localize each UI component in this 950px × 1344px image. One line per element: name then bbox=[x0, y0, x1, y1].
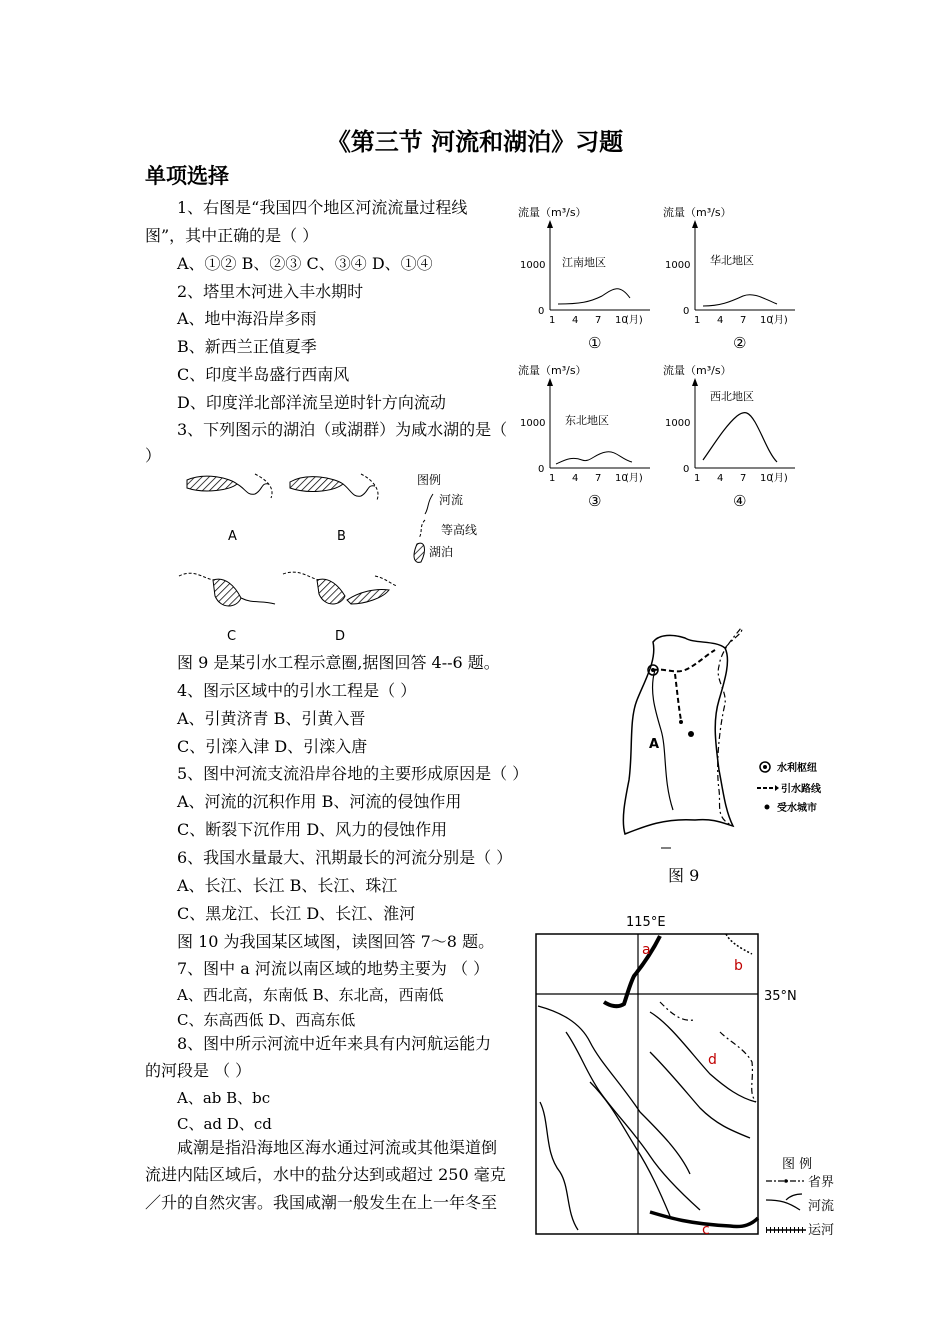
y-tick-0: 0 bbox=[538, 306, 545, 317]
x-tick: 1 bbox=[549, 473, 556, 484]
lake-c bbox=[179, 573, 275, 644]
figure-10-intro: 图 10 为我国某区域图，读图回答 7～8 题。 bbox=[177, 932, 495, 951]
figure-10-map bbox=[530, 912, 850, 1242]
region-label: 江南地区 bbox=[562, 256, 606, 269]
question-2-option-d: D、印度洋北部洋流呈逆时针方向流动 bbox=[177, 393, 446, 412]
y-tick-1000: 1000 bbox=[520, 260, 546, 271]
question-2-option-b: B、新西兰正值夏季 bbox=[177, 337, 317, 356]
question-5-options-ab: A、河流的沉积作用 B、河流的侵蚀作用 bbox=[177, 792, 462, 811]
x-tick: 10 bbox=[760, 473, 773, 484]
legend-title: 图例 bbox=[417, 473, 442, 487]
x-tick: 4 bbox=[572, 315, 579, 326]
region-label: 东北地区 bbox=[565, 414, 609, 427]
x-tick: 4 bbox=[717, 473, 724, 484]
x-tick: 10 bbox=[615, 473, 628, 484]
question-4-options-ab: A、引黄济青 B、引黄入晋 bbox=[177, 709, 366, 728]
ylabel: 流量（m³/s） bbox=[518, 206, 587, 219]
latitude-label: 35°N bbox=[764, 989, 797, 1004]
lake-b bbox=[290, 474, 378, 544]
map-label-a: A bbox=[649, 737, 660, 752]
question-2: 2、塔里木河进入丰水期时 bbox=[177, 282, 364, 301]
figure-10-legend bbox=[766, 1157, 834, 1238]
month-label: (月) bbox=[770, 315, 788, 326]
figure-9-intro: 图 9 是某引水工程示意圈,据图回答 4--6 题。 bbox=[177, 653, 500, 672]
question-7-options-ab: A、西北高，东南低 B、东北高，西南低 bbox=[177, 986, 444, 1004]
point-a: a bbox=[642, 942, 651, 958]
paragraph-line1: 咸潮是指沿海地区海水通过河流或其他渠道倒 bbox=[177, 1138, 498, 1157]
question-7-options-cd: C、东高西低 D、西高东低 bbox=[177, 1011, 356, 1029]
lake-legend bbox=[414, 472, 477, 562]
chart-number: ④ bbox=[733, 492, 747, 510]
paragraph-line2: 流进内陆区域后，水中的盐分达到或超过 250 毫克 bbox=[145, 1165, 506, 1184]
x-tick: 4 bbox=[717, 315, 724, 326]
legend-city: 受水城市 bbox=[777, 803, 817, 814]
question-8-line2: 的河段是 （ ） bbox=[145, 1061, 252, 1080]
question-8-line1: 8、图中所示河流中近年来具有内河航运能力 bbox=[177, 1034, 492, 1053]
longitude-label: 115°E bbox=[626, 915, 666, 930]
ylabel: 流量（m³/s） bbox=[663, 364, 732, 377]
chart-number: ① bbox=[588, 334, 602, 352]
figure-9-map bbox=[615, 620, 850, 855]
region-label: 华北地区 bbox=[710, 254, 754, 267]
question-4: 4、图示区域中的引水工程是（ ） bbox=[177, 681, 417, 700]
lake-label: B bbox=[337, 529, 346, 544]
page-title: 《第三节 河流和湖泊》习题 bbox=[326, 128, 624, 156]
legend-river: 河流 bbox=[808, 1199, 835, 1214]
month-label: (月) bbox=[625, 473, 643, 484]
y-tick-0: 0 bbox=[683, 464, 690, 475]
x-tick: 1 bbox=[694, 473, 701, 484]
region-label: 西北地区 bbox=[710, 390, 754, 403]
point-b: b bbox=[734, 958, 743, 974]
x-tick: 1 bbox=[694, 315, 701, 326]
chart-number: ② bbox=[733, 334, 747, 352]
hydrograph-3 bbox=[518, 363, 650, 510]
x-tick: 10 bbox=[615, 315, 628, 326]
figure-9-legend bbox=[757, 761, 822, 814]
ylabel: 流量（m³/s） bbox=[663, 206, 732, 219]
legend-route: 引水路线 bbox=[781, 784, 821, 795]
hydrograph-figure bbox=[510, 198, 810, 518]
y-tick-1000: 1000 bbox=[665, 418, 691, 429]
legend-river: 河流 bbox=[439, 493, 464, 507]
x-tick: 10 bbox=[760, 315, 773, 326]
paragraph-line3: ／升的自然灾害。我国咸潮一般发生在上一年冬至 bbox=[145, 1193, 498, 1212]
chart-number: ③ bbox=[588, 492, 602, 510]
y-tick-1000: 1000 bbox=[520, 418, 546, 429]
question-1-options: A、①② B、②③ C、③④ D、①④ bbox=[177, 254, 433, 273]
question-8-options-ab: A、ab B、bc bbox=[177, 1089, 271, 1107]
y-tick-0: 0 bbox=[683, 306, 690, 317]
hydrograph-4 bbox=[663, 363, 795, 510]
point-c: c bbox=[702, 1222, 710, 1238]
ylabel: 流量（m³/s） bbox=[518, 364, 587, 377]
lake-label: C bbox=[227, 629, 237, 644]
x-tick: 1 bbox=[549, 315, 556, 326]
legend-lake: 湖泊 bbox=[429, 545, 454, 559]
question-5: 5、图中河流支流沿岸谷地的主要形成原因是（ ） bbox=[177, 764, 529, 783]
lake-label: A bbox=[228, 529, 237, 544]
question-6-options-cd: C、黑龙江、长江 D、长江、淮河 bbox=[177, 904, 416, 923]
question-5-options-cd: C、断裂下沉作用 D、风力的侵蚀作用 bbox=[177, 820, 448, 839]
question-8-options-cd: C、ad D、cd bbox=[177, 1115, 272, 1133]
legend-title: 图 例 bbox=[782, 1157, 813, 1172]
y-tick-1000: 1000 bbox=[665, 260, 691, 271]
question-1-line1: 1、右图是“我国四个地区河流流量过程线 bbox=[177, 198, 468, 217]
question-3-line2: ） bbox=[145, 446, 162, 465]
x-tick: 7 bbox=[740, 473, 747, 484]
lake-d bbox=[283, 572, 397, 644]
question-3-line1: 3、下列图示的湖泊（或湖群）为咸水湖的是（ bbox=[177, 420, 508, 439]
month-label: (月) bbox=[770, 473, 788, 484]
x-tick: 7 bbox=[740, 315, 747, 326]
figure-9-caption: 图 9 bbox=[668, 866, 700, 885]
point-d: d bbox=[708, 1052, 717, 1068]
y-tick-0: 0 bbox=[538, 464, 545, 475]
hydrograph-2 bbox=[663, 205, 795, 352]
question-2-option-c: C、印度半岛盛行西南风 bbox=[177, 365, 350, 384]
legend-boundary: 省界 bbox=[808, 1175, 835, 1190]
x-tick: 7 bbox=[595, 315, 602, 326]
section-heading: 单项选择 bbox=[145, 164, 229, 188]
question-1-line2: 图”，其中正确的是（ ） bbox=[145, 226, 319, 245]
question-7: 7、图中 a 河流以南区域的地势主要为 （ ） bbox=[177, 959, 490, 978]
lake-diagrams bbox=[175, 468, 485, 648]
x-tick: 7 bbox=[595, 473, 602, 484]
legend-hub: 水利枢纽 bbox=[777, 763, 817, 774]
x-tick: 4 bbox=[572, 473, 579, 484]
legend-canal: 运河 bbox=[808, 1223, 835, 1238]
question-2-option-a: A、地中海沿岸多雨 bbox=[177, 309, 317, 328]
question-4-options-cd: C、引滦入津 D、引滦入唐 bbox=[177, 737, 368, 756]
question-6: 6、我国水量最大、汛期最长的河流分别是（ ） bbox=[177, 848, 513, 867]
month-label: (月) bbox=[625, 315, 643, 326]
lake-a bbox=[187, 474, 272, 544]
question-6-options-ab: A、长江、长江 B、长江、珠江 bbox=[177, 876, 398, 895]
lake-label: D bbox=[335, 629, 346, 644]
legend-contour: 等高线 bbox=[441, 523, 478, 537]
hydrograph-1 bbox=[518, 205, 650, 352]
